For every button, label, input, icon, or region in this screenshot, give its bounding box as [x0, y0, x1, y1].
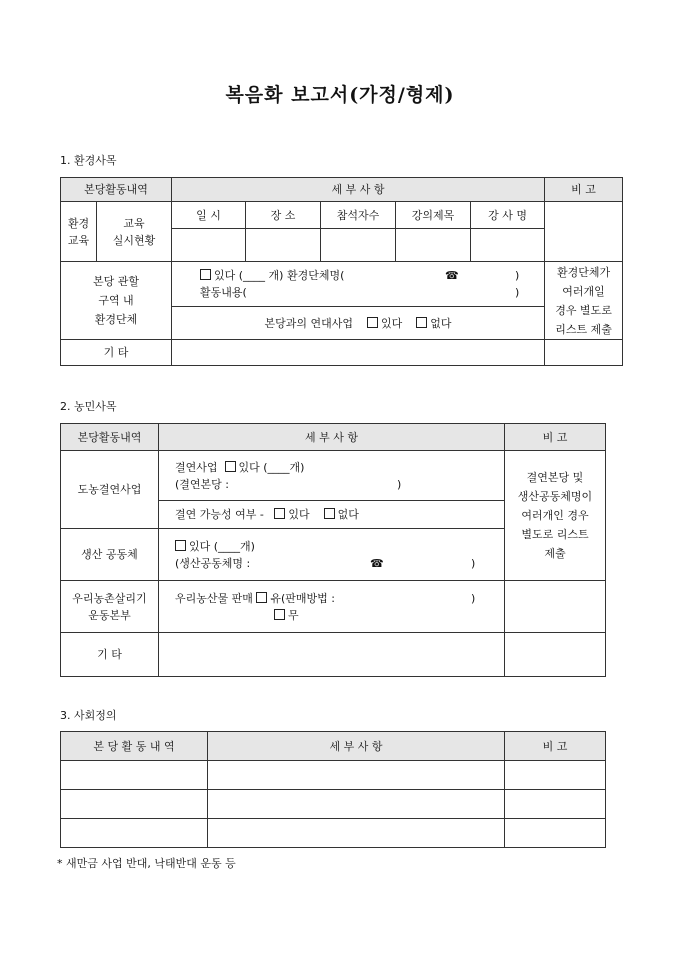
sister-possibility: 결연 가능성 여부 - 있다 없다 — [159, 501, 505, 529]
input-topic[interactable] — [396, 229, 471, 262]
edu-sub-label: 교육 실시현황 — [97, 202, 172, 262]
production-yes-checkbox[interactable] — [175, 540, 186, 551]
col-activity: 본당활동내역 — [61, 424, 159, 451]
section-3-heading: 3. 사회정의 — [60, 709, 117, 722]
note-input[interactable] — [505, 790, 606, 819]
possibility-no-checkbox[interactable] — [324, 508, 335, 519]
group-label: 본당 관할 구역 내 환경단체 — [61, 262, 172, 340]
sale-yes-checkbox[interactable] — [256, 592, 267, 603]
sister-parish-info: 결연사업 있다 (____개) (결연본당 : ) — [159, 451, 505, 501]
farm-movement-note — [505, 581, 606, 633]
environment-table — [60, 177, 623, 366]
input-count[interactable] — [321, 229, 396, 262]
etc-label: 기 타 — [61, 633, 159, 677]
production-info: 있다 (____개) (생산공동체명 : ☎ ) — [159, 529, 505, 581]
detail-input[interactable] — [208, 819, 505, 848]
col-activity: 본 당 활 동 내 역 — [61, 732, 208, 761]
joint-yes-checkbox[interactable] — [367, 317, 378, 328]
joint-no-checkbox[interactable] — [416, 317, 427, 328]
section-1-heading: 1. 환경사목 — [60, 154, 117, 167]
sale-no-checkbox[interactable] — [274, 609, 285, 620]
col-note: 비 고 — [505, 424, 606, 451]
input-place[interactable] — [246, 229, 321, 262]
farmer-note: 결연본당 및 생산공동체명이 여러개인 경우 별도로 리스트 제출 — [505, 451, 606, 581]
edu-label: 환경 교육 — [61, 202, 97, 262]
possibility-yes-checkbox[interactable] — [274, 508, 285, 519]
col-activity: 본당활동내역 — [61, 178, 172, 202]
col-note: 비 고 — [545, 178, 623, 202]
group-yes-checkbox[interactable] — [200, 269, 211, 280]
row-sister-parish: 도농결연사업 — [61, 451, 159, 529]
group-info: 있다 (____ 개) 환경단체명( ☎ ) 활동내용( ) — [172, 262, 545, 307]
col-detail: 세 부 사 항 — [208, 732, 505, 761]
sub-place: 장 소 — [246, 202, 321, 229]
etc-note — [505, 633, 606, 677]
farm-movement-info: 우리농산물 판매 유(판매방법 : ) 무 — [159, 581, 505, 633]
phone-icon: ☎ — [445, 269, 459, 282]
col-detail: 세 부 사 항 — [172, 178, 545, 202]
footnote: * 새만금 사업 반대, 낙태반대 운동 등 — [57, 857, 236, 870]
note-input[interactable] — [505, 819, 606, 848]
activity-input[interactable] — [61, 790, 208, 819]
etc-input[interactable] — [172, 340, 545, 366]
sub-lecturer: 강 사 명 — [471, 202, 545, 229]
group-note: 환경단체가 여러개일 경우 별도로 리스트 제출 — [545, 262, 623, 340]
page-title: 복음화 보고서(가정/형제) — [225, 84, 455, 106]
row-farm-movement: 우리농촌살리기 운동본부 — [61, 581, 159, 633]
note-input[interactable] — [505, 761, 606, 790]
activity-input[interactable] — [61, 761, 208, 790]
section-2-heading: 2. 농민사목 — [60, 400, 117, 413]
detail-input[interactable] — [208, 761, 505, 790]
input-lecturer[interactable] — [471, 229, 545, 262]
detail-input[interactable] — [208, 790, 505, 819]
activity-input[interactable] — [61, 819, 208, 848]
phone-icon: ☎ — [370, 556, 384, 570]
etc-note — [545, 340, 623, 366]
social-justice-table — [60, 731, 606, 848]
etc-input[interactable] — [159, 633, 505, 677]
farmer-table — [60, 423, 606, 677]
joint-project: 본당과의 연대사업 있다 없다 — [172, 307, 545, 340]
input-date[interactable] — [172, 229, 246, 262]
edu-note-cell — [545, 202, 623, 262]
sister-yes-checkbox[interactable] — [225, 461, 236, 472]
sub-count: 참석자수 — [321, 202, 396, 229]
sub-date: 일 시 — [172, 202, 246, 229]
col-note: 비 고 — [505, 732, 606, 761]
row-production-community: 생산 공동체 — [61, 529, 159, 581]
etc-label: 기 타 — [61, 340, 172, 366]
sub-topic: 강의제목 — [396, 202, 471, 229]
col-detail: 세 부 사 항 — [159, 424, 505, 451]
